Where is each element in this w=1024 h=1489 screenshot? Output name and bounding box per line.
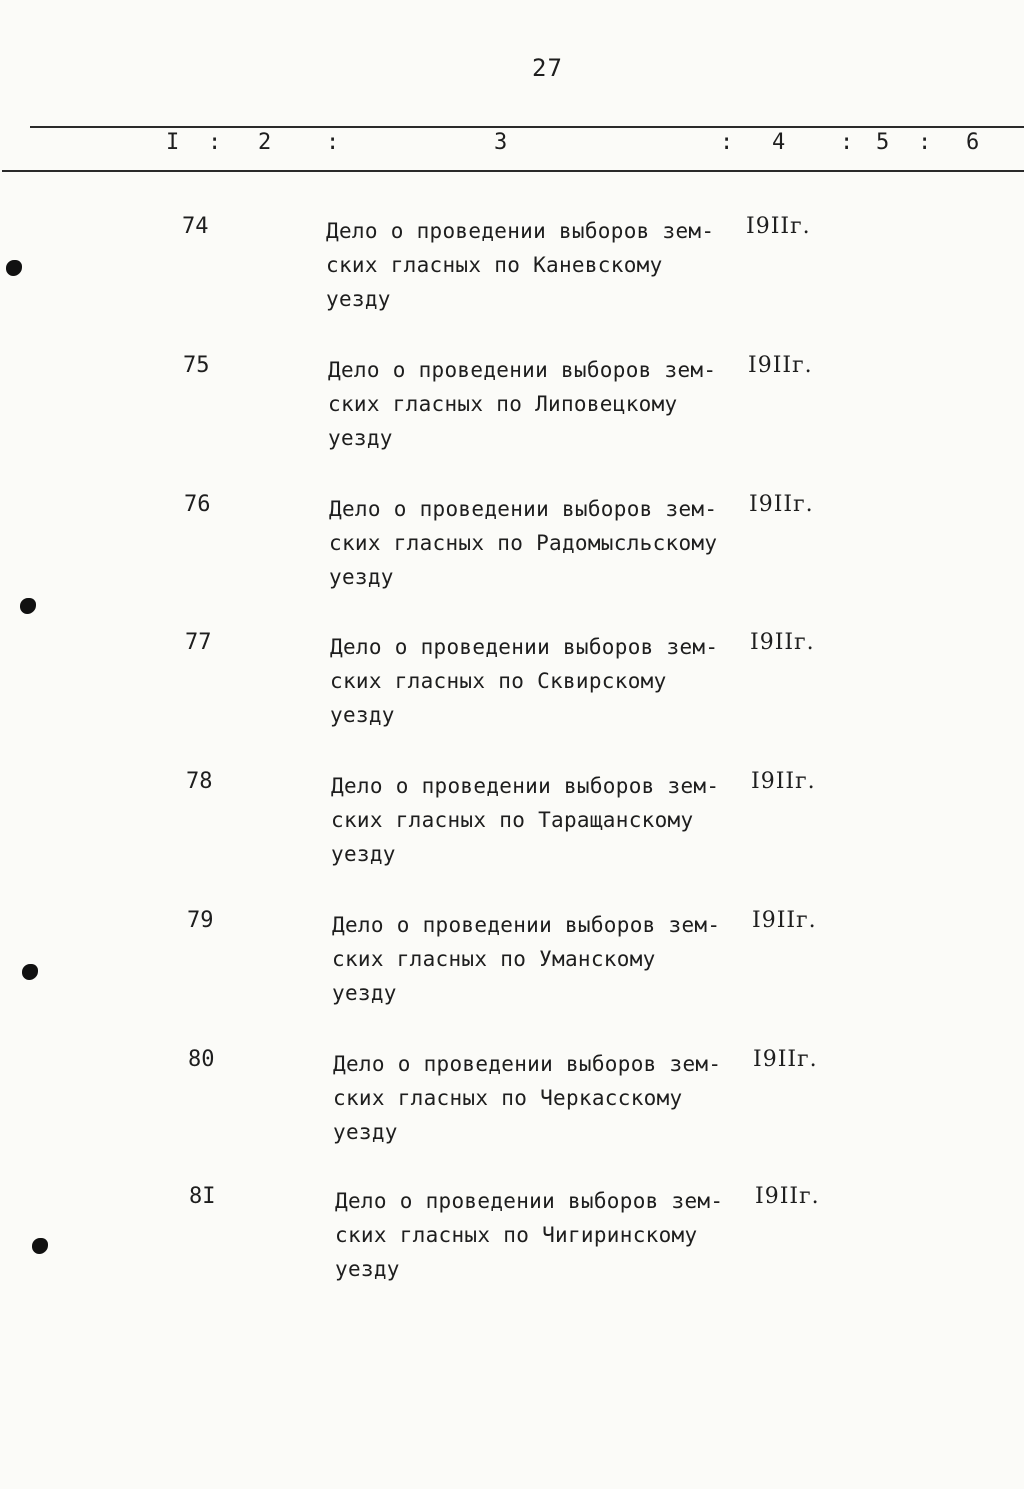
header-bottom-rule (2, 170, 1024, 172)
table-row (0, 353, 1024, 483)
table-row (0, 1184, 1024, 1314)
row-title: Дело о проведении выборов зем- ских гласных по Сквирскому уезду (330, 635, 719, 727)
row-year: I9IIг. (746, 214, 811, 239)
row-number: 78 (186, 769, 213, 794)
table-row (0, 630, 1024, 760)
header-col-6: 6 (966, 130, 980, 155)
header-separator: : (720, 130, 734, 155)
table-row (0, 1047, 1024, 1177)
table-row (0, 214, 1024, 344)
row-year: I9IIг. (749, 492, 814, 517)
row-number: 8I (189, 1184, 216, 1209)
header-separator: : (326, 130, 340, 155)
row-number: 80 (188, 1047, 215, 1072)
row-number: 74 (182, 214, 209, 239)
row-title: Дело о проведении выборов зем- ских гласных по Уманскому уезду (332, 913, 721, 1005)
table-row (0, 492, 1024, 622)
table-row (0, 908, 1024, 1038)
header-separator: : (918, 130, 932, 155)
header-col-3: 3 (494, 130, 508, 155)
row-year: I9IIг. (750, 630, 815, 655)
row-number: 79 (187, 908, 214, 933)
header-col-5: 5 (876, 130, 890, 155)
row-year: I9IIг. (753, 1047, 818, 1072)
row-title: Дело о проведении выборов зем- ских гласных по Радомысльскому уезду (329, 497, 718, 589)
row-year: I9IIг. (751, 769, 816, 794)
row-title: Дело о проведении выборов зем- ских гласных по Таращанскому уезду (331, 774, 720, 866)
row-title: Дело о проведении выборов зем- ских гласных по Черкасскому уезду (333, 1052, 722, 1144)
row-title: Дело о проведении выборов зем- ских гласных по Чигиринскому уезду (335, 1189, 724, 1281)
header-separator: : (840, 130, 854, 155)
header-col-1: I (166, 130, 180, 155)
header-col-2: 2 (258, 130, 272, 155)
page-number: 27 (532, 54, 563, 82)
header-col-4: 4 (772, 130, 786, 155)
row-title: Дело о проведении выборов зем- ских гласных по Липовецкому уезду (328, 358, 717, 450)
header-separator: : (208, 130, 222, 155)
row-number: 77 (185, 630, 212, 655)
row-title: Дело о проведении выборов зем- ских гласных по Каневскому уезду (326, 219, 715, 311)
row-year: I9IIг. (755, 1184, 820, 1209)
row-year: I9IIг. (752, 908, 817, 933)
table-row (0, 769, 1024, 899)
row-number: 76 (184, 492, 211, 517)
row-number: 75 (183, 353, 210, 378)
header-top-rule (30, 126, 1024, 128)
row-year: I9IIг. (748, 353, 813, 378)
